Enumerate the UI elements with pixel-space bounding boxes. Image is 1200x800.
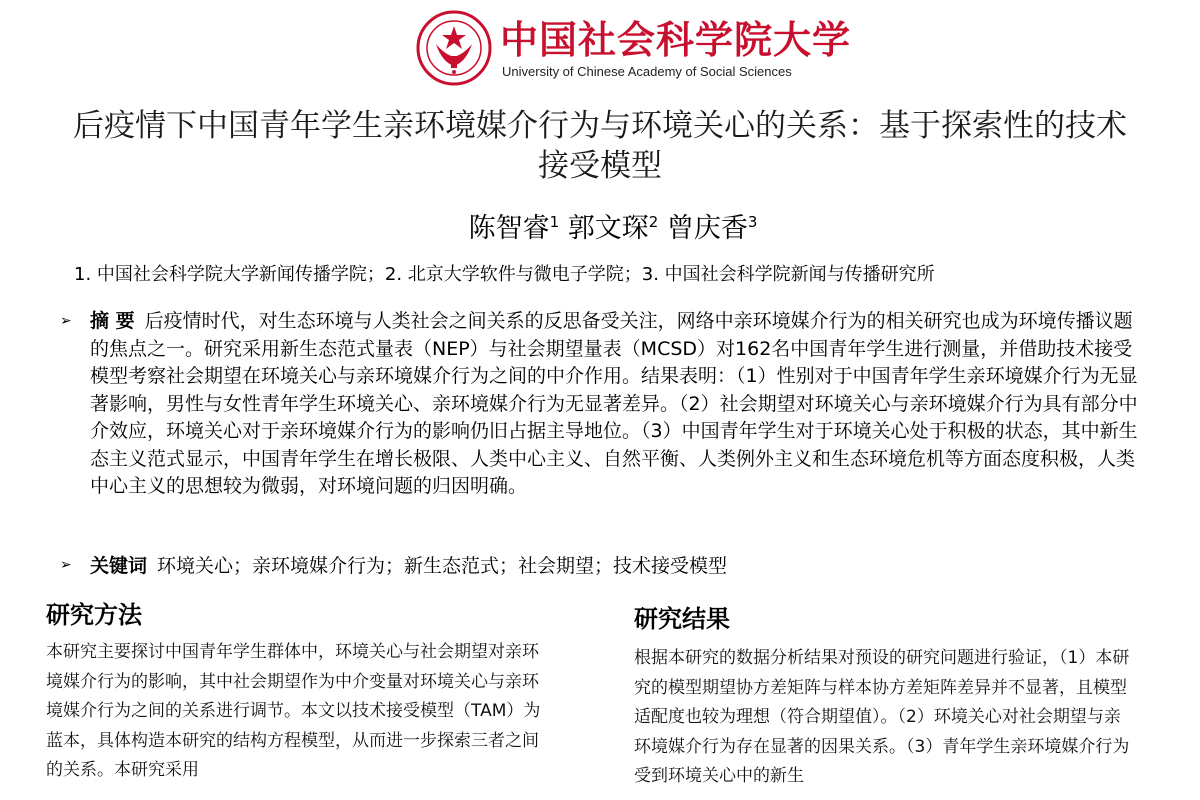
abstract-block	[90, 308, 1150, 501]
keywords-text: 环境关心；亲环境媒介行为；新生态范式；社会期望；技术接受模型	[157, 555, 728, 577]
author-name: 曾庆香	[666, 213, 748, 244]
author-list	[0, 204, 1200, 247]
affiliations: 1. 中国社会科学院大学新闻传播学院；2. 北京大学软件与微电子学院；3. 中国社会科学院新闻与传播研究所	[74, 264, 935, 285]
university-emblem-icon	[416, 10, 492, 86]
university-name-en: University of Chinese Academy of Social Sciences	[502, 64, 792, 79]
author-affil-index: 3	[747, 213, 758, 231]
author-name: 郭文琛	[567, 213, 649, 244]
abstract-label: 摘 要	[90, 310, 135, 332]
author-affil-index: 1	[549, 213, 560, 231]
results-text: 根据本研究的数据分析结果对预设的研究问题进行验证，（1）本研究的模型期望协方差矩阵与样本协方差矩阵差异并不显著，且模型适配度也较为理想（符合期望值）。（2）环境关心对社会期望与亲环境媒介行为存在显著的因果关系。（3）青年学生亲环境媒介行为受到环境关心中的新生	[634, 648, 1130, 786]
keywords-label: 关键词	[90, 555, 148, 577]
author-name: 陈智睿	[468, 213, 550, 244]
methods-heading: 研究方法	[46, 601, 142, 629]
methods-text: 本研究主要探讨中国青年学生群体中，环境关心与社会期望对亲环境媒介行为的影响，其中社会期望作为中介变量对环境关心与亲环境媒介行为之间的关系进行调节。本文以技术接受模型（TAM）为蓝本，具体构造本研究的结构方程模型，从而进一步探索三者之间的关系。本研究采用	[46, 642, 541, 780]
keywords-block	[90, 552, 1150, 580]
abstract-text: 后疫情时代，对生态环境与人类社会之间关系的反思备受关注，网络中亲环境媒介行为的相关研究也成为环境传播议题的焦点之一。研究采用新生态范式量表（NEP）与社会期望量表（MCSD）对162名中国青年学生进行测量，并借助技术接受模型考察社会期望在环境关心与亲环境媒介行为之间的中介作用。结果表明：（1）性别对于中国青年学生亲环境媒介行为无显著影响，男性与女性青年学生环境关心、亲环境媒介行为无显著差异。（2）社会期望对环境关心与亲环境媒介行为具有部分中介效应，环境关心对于亲环境媒介行为的影响仍旧占据主导地位。（3）中国青年学生对于环境关心处于积极的状态，其中新生态主义范式显示，中国青年学生在增长极限、人类中心主义、自然平衡、人类例外主义和生态环境危机等方面态度积极，人类中心主义的思想较为微弱，对环境问题的归因明确。	[90, 310, 1138, 497]
bullet-arrow-icon: ➢	[60, 313, 72, 329]
bullet-arrow-icon: ➢	[60, 557, 72, 573]
results-heading: 研究结果	[634, 605, 730, 633]
author-affil-index: 2	[648, 213, 659, 231]
poster-header	[0, 0, 1200, 92]
paper-title: 后疫情下中国青年学生亲环境媒介行为与环境关心的关系：基于探索性的技术接受模型	[73, 108, 1127, 184]
university-name-cn: 中国社会科学院大学	[500, 17, 852, 62]
